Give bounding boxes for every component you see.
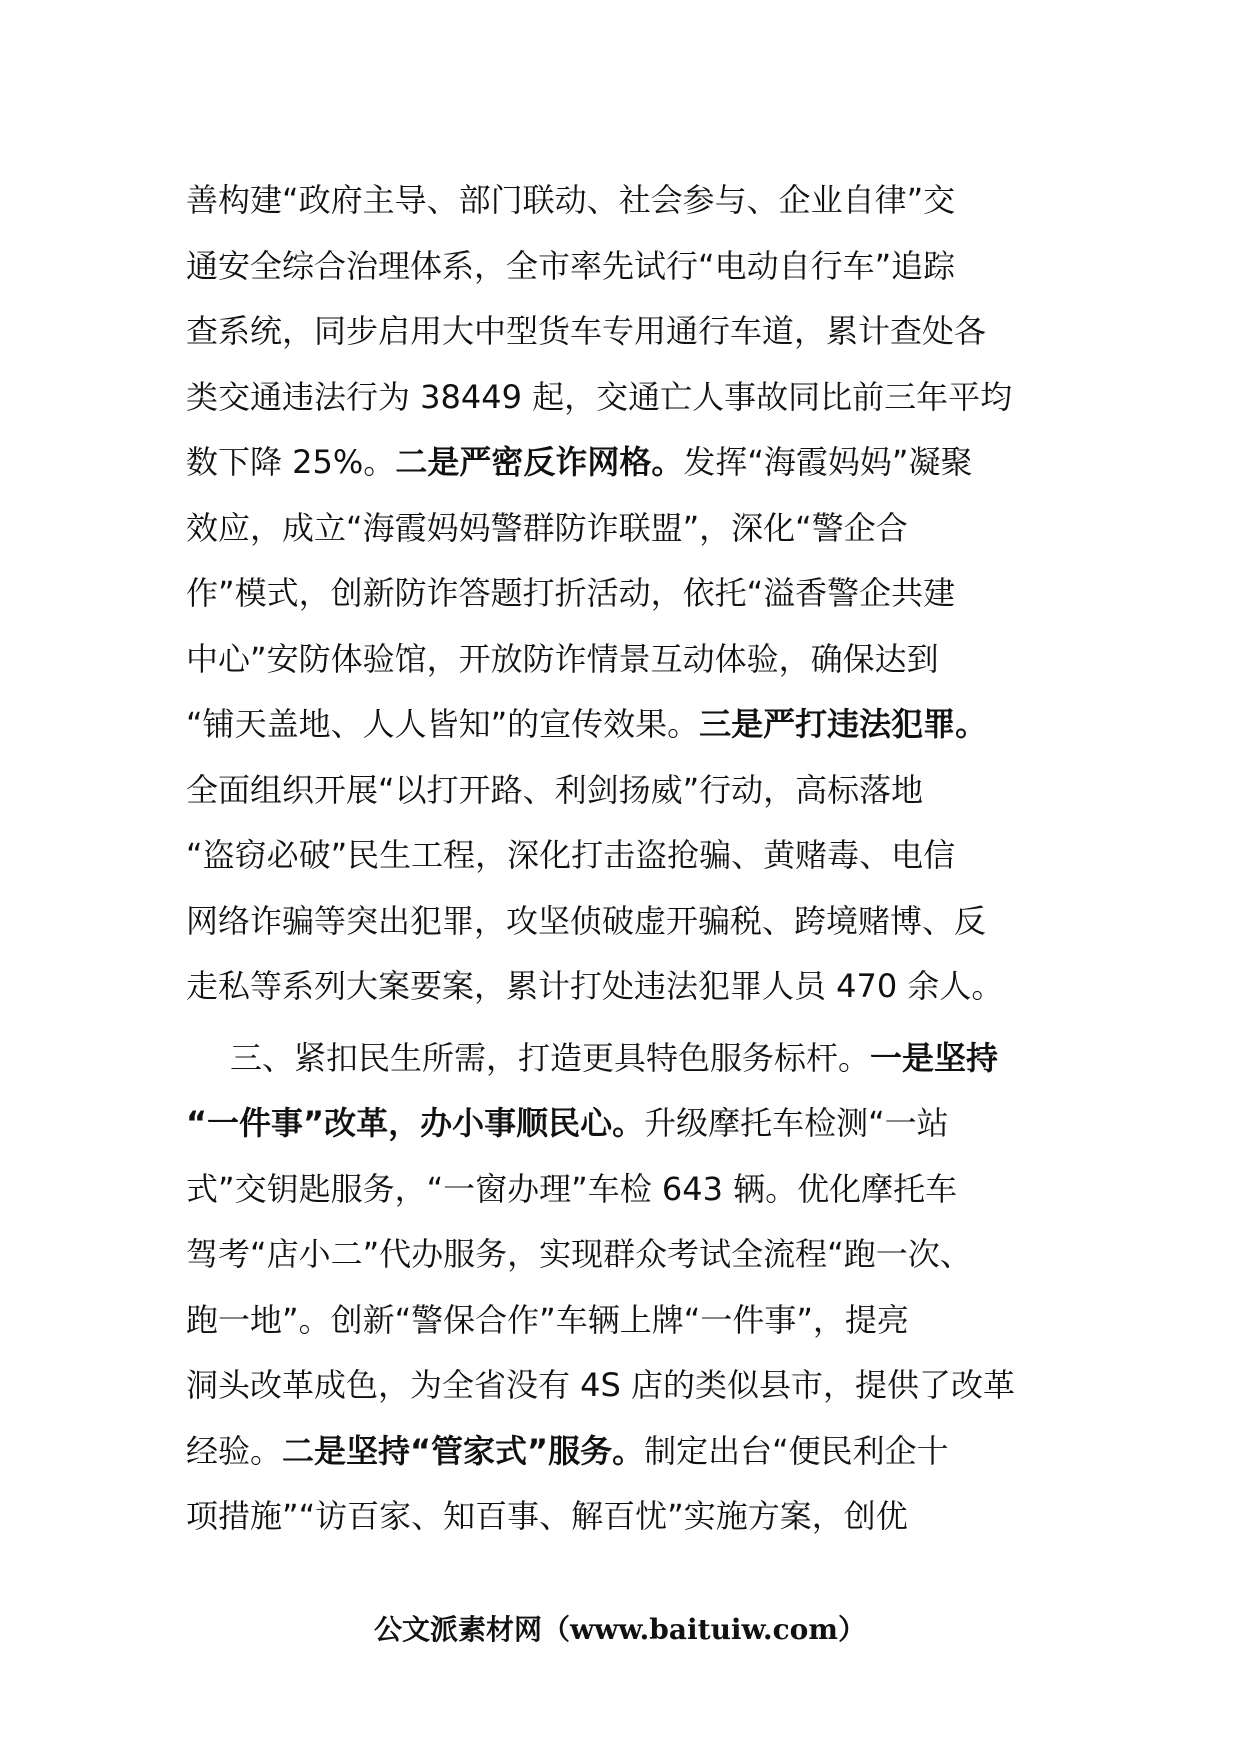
text-line: [186, 234, 1066, 300]
text-segment: 查系统，同步启用大中型货车专用通行车道，累计查处各: [186, 312, 987, 350]
text-segment: 作”模式，创新防诈答题打折活动，依托“溢香警企共建: [186, 574, 956, 612]
text-line: [186, 430, 1066, 496]
text-line: [186, 561, 1066, 627]
text-line: [186, 168, 1066, 234]
text-line: [186, 758, 1066, 824]
text-segment: 驾考“店小二”代办服务，实现群众考试全流程“跑一次、: [186, 1235, 972, 1273]
text-line: [186, 299, 1066, 365]
text-line: [186, 1353, 1066, 1419]
bold-heading-segment: 三是严打违法犯罪。: [699, 705, 988, 743]
text-line: [186, 1222, 1066, 1288]
text-segment: 三、紧扣民生所需，打造更具特色服务标杆。: [230, 1038, 871, 1077]
text-line: [186, 889, 1066, 955]
text-segment: 洞头改革成色，为全省没有 4S 店的类似县市，提供了改革: [186, 1366, 1016, 1404]
text-segment: 网络诈骗等突出犯罪，攻坚侦破虚开骗税、跨境赌博、反: [186, 901, 987, 940]
text-segment: 跑一地”。创新“警保合作”车辆上牌“一件事”，提亮: [186, 1300, 909, 1339]
text-segment: 数下降 25%。: [186, 443, 396, 481]
paragraph-people-services: [186, 1026, 1066, 1550]
bold-heading-segment: 二是严密反诈网格。: [395, 443, 684, 481]
text-line: [186, 496, 1066, 562]
text-segment: “盗窃必破”民生工程，深化打击盗抢骗、黄赌毒、电信: [186, 836, 956, 874]
watermark-footer: 公文派素材网（www.baituiw.com）: [374, 1613, 866, 1646]
text-segment: 制定出台“便民利企十: [644, 1431, 949, 1470]
text-line: [186, 1484, 1066, 1550]
text-line: [186, 1157, 1066, 1223]
bold-heading-segment: 一是坚持: [870, 1038, 999, 1077]
text-line: [186, 692, 1066, 758]
text-segment: 中心”安防体验馆，开放防诈情景互动体验，确保达到: [186, 639, 939, 678]
text-line: [186, 954, 1066, 1020]
text-line: [186, 627, 1066, 693]
bold-heading-segment: 二是坚持“管家式”服务。: [282, 1431, 645, 1470]
text-line: [186, 365, 1066, 431]
text-segment: 项措施”“访百家、知百事、解百忧”实施方案，创优: [186, 1497, 908, 1535]
text-line: [186, 1091, 1066, 1157]
text-segment: 发挥“海霞妈妈”凝聚: [683, 443, 973, 481]
paragraph-public-security: [186, 168, 1066, 1020]
document-body: [186, 168, 1066, 1550]
text-segment: 通安全综合治理体系，全市率先试行“电动自行车”追踪: [186, 246, 956, 285]
text-segment: 经验。: [186, 1431, 283, 1470]
text-segment: 式”交钥匙服务，“一窗办理”车检 643 辆。优化摩托车: [186, 1169, 958, 1208]
text-segment: 类交通违法行为 38449 起，交通亡人事故同比前三年平均: [186, 377, 1013, 416]
text-line: [186, 1419, 1066, 1485]
bold-heading-segment: “一件事”改革，办小事顺民心。: [186, 1104, 645, 1142]
text-line: [186, 1026, 1066, 1092]
text-segment: 走私等系列大案要案，累计打处违法犯罪人员 470 余人。: [186, 967, 1004, 1005]
text-segment: “铺天盖地、人人皆知”的宣传效果。: [186, 705, 700, 743]
text-segment: 效应，成立“海霞妈妈警群防诈联盟”，深化“警企合: [186, 508, 908, 547]
text-line: [186, 823, 1066, 889]
text-segment: 全面组织开展“以打开路、利剑扬威”行动，高标落地: [186, 770, 924, 809]
text-segment: 善构建“政府主导、部门联动、社会参与、企业自律”交: [186, 181, 956, 219]
text-segment: 升级摩托车检测“一站: [644, 1104, 949, 1142]
text-line: [186, 1288, 1066, 1354]
